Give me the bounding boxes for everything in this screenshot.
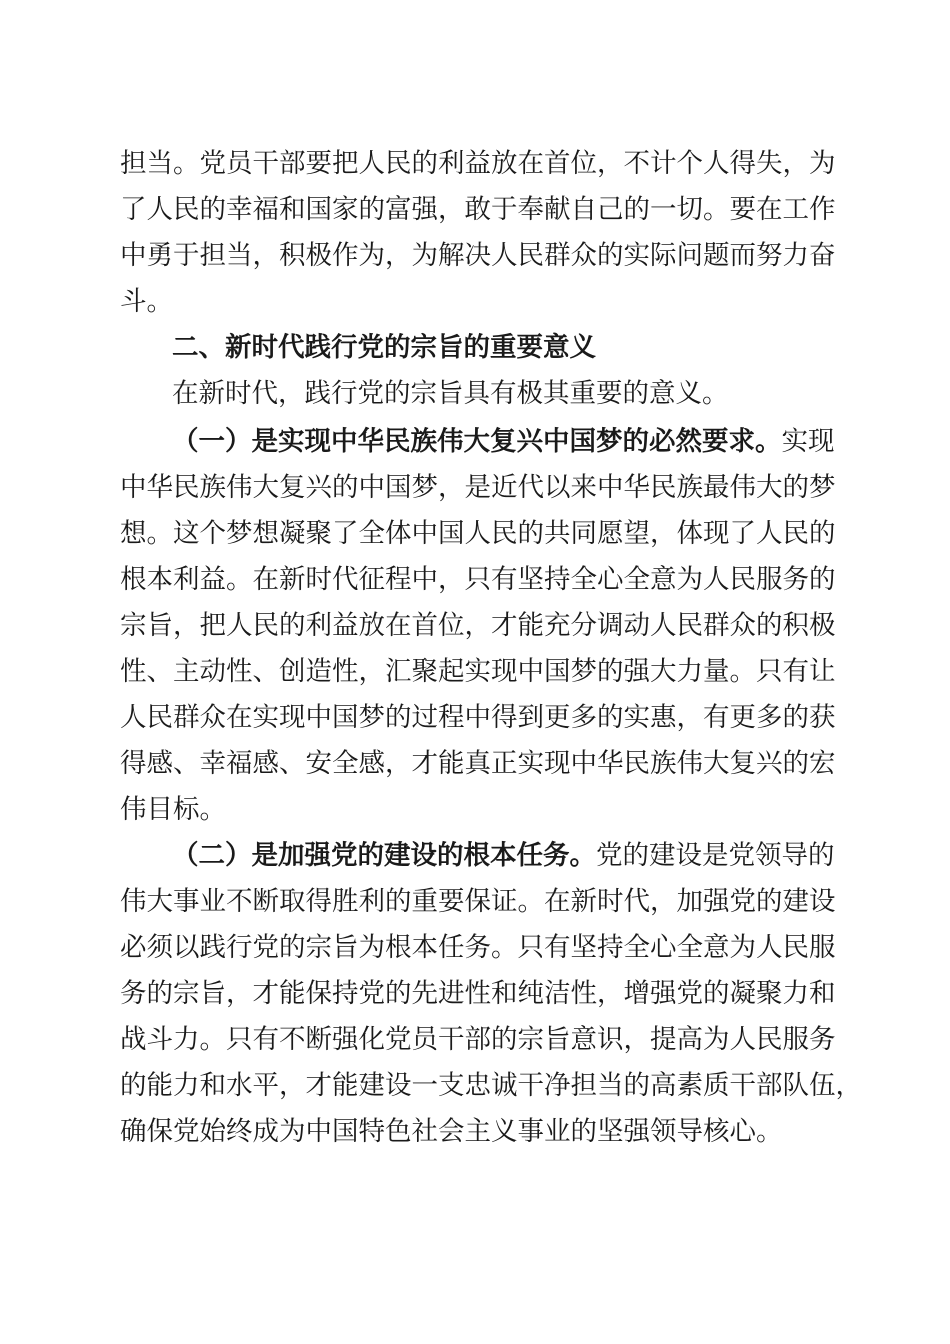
paragraph-line: 伟大事业不断取得胜利的重要保证。在新时代，加强党的建设 [120, 886, 836, 917]
paragraph-line: 必须以践行党的宗旨为根本任务。只有坚持全心全意为人民服 [120, 932, 836, 963]
subsection-line: （一）是实现中华民族伟大复兴中国梦的必然要求。实现 [172, 426, 835, 457]
paragraph-line: 担当。党员干部要把人民的利益放在首位，不计个人得失，为 [120, 148, 836, 179]
paragraph-line: 确保党始终成为中国特色社会主义事业的坚强领导核心。 [120, 1116, 783, 1147]
paragraph-line: 性、主动性、创造性，汇聚起实现中国梦的强大力量。只有让 [120, 656, 836, 687]
paragraph-line: 了人民的幸福和国家的富强，敢于奉献自己的一切。要在工作 [120, 194, 836, 225]
paragraph-line: 中华民族伟大复兴的中国梦，是近代以来中华民族最伟大的梦 [120, 472, 836, 503]
paragraph-line: 中勇于担当，积极作为，为解决人民群众的实际问题而努力奋 [120, 240, 836, 271]
paragraph-line: 根本利益。在新时代征程中，只有坚持全心全意为人民服务的 [120, 564, 836, 595]
section-heading: 二、新时代践行党的宗旨的重要意义 [172, 332, 596, 363]
paragraph-line: 斗。 [120, 286, 173, 317]
paragraph-line: 务的宗旨，才能保持党的先进性和纯洁性，增强党的凝聚力和 [120, 978, 836, 1009]
paragraph-line: 伟目标。 [120, 794, 226, 825]
paragraph-line: 宗旨，把人民的利益放在首位，才能充分调动人民群众的积极 [120, 610, 836, 641]
paragraph-line: 在新时代，践行党的宗旨具有极其重要的意义。 [172, 378, 729, 409]
subsection-title: （二）是加强党的建设的根本任务。 [172, 840, 596, 871]
paragraph-line: 战斗力。只有不断强化党员干部的宗旨意识，提高为人民服务 [120, 1024, 836, 1055]
paragraph-line: 想。这个梦想凝聚了全体中国人民的共同愿望，体现了人民的 [120, 518, 836, 549]
paragraph-line: 人民群众在实现中国梦的过程中得到更多的实惠，有更多的获 [120, 702, 836, 733]
paragraph-line: 的能力和水平，才能建设一支忠诚干净担当的高素质干部队伍， [120, 1070, 862, 1101]
subsection-title: （一）是实现中华民族伟大复兴中国梦的必然要求。 [172, 426, 782, 457]
subsection-line: （二）是加强党的建设的根本任务。党的建设是党领导的 [172, 840, 835, 871]
paragraph-line: 得感、幸福感、安全感，才能真正实现中华民族伟大复兴的宏 [120, 748, 836, 779]
